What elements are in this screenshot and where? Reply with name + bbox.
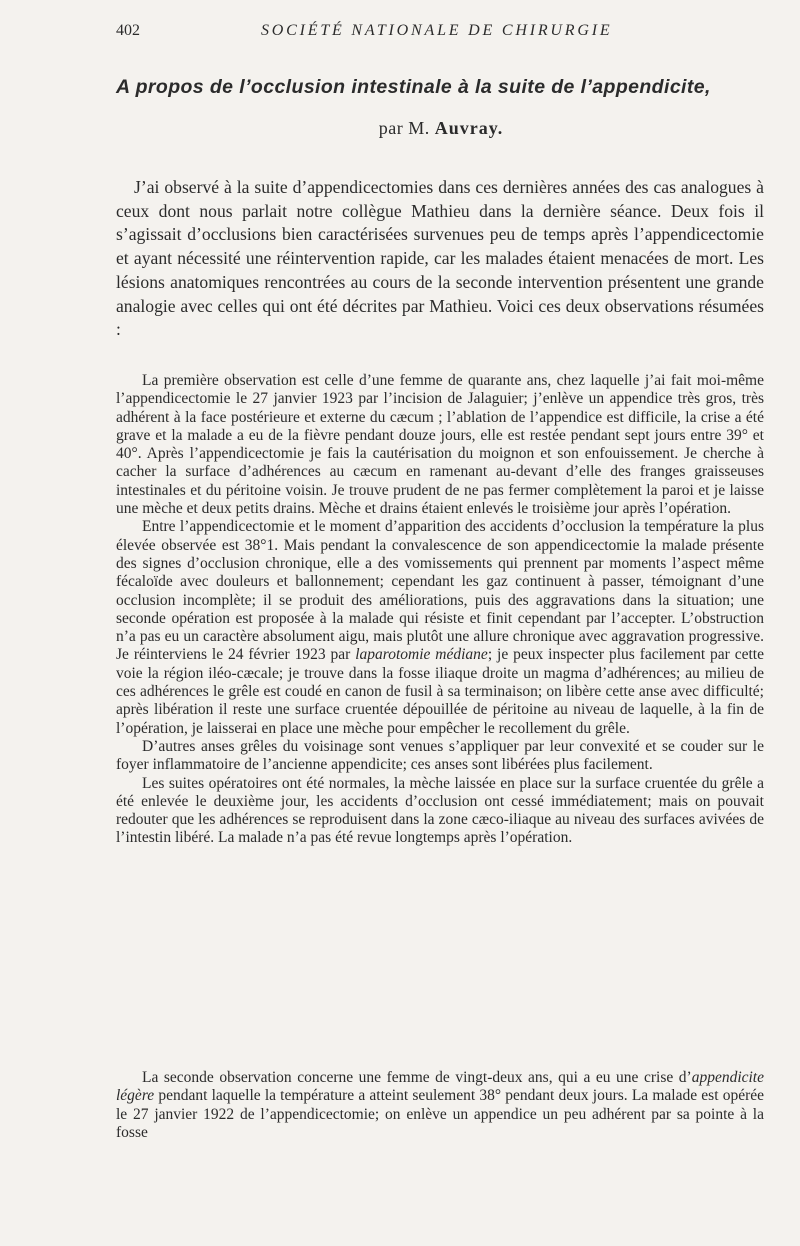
paragraph-text: pendant laquelle la température a atteint seulement 38° pendant deux jours. La malade est opérée le 27 janvier 1922 de l’appendicectomie; on enlève un appendice un peu adhérent par sa pointe à la fosse (116, 1087, 764, 1141)
page-number: 402 (116, 22, 140, 39)
byline-prefix: par M. (378, 118, 430, 138)
observation-paragraph: Les suites opératoires ont été normales, la mèche laissée en place sur la surface cruentée du grêle a été enlevée le deuxième jour, les accidents d’occlusion ont cessé immédiatement; mais on pouvait redouter que les adhérences se reproduisent dans la zone cæco-iliaque au niveau des surfaces avivées de l’intestin libéré. La malade n’a pas été revue longtemps après l’opération. (116, 774, 764, 847)
byline (116, 118, 766, 139)
intro-paragraph: J’ai observé à la suite d’appendicectomies dans ces dernières années des cas analogues à ceux dont nous parlait notre collègue Mathieu dans la dernière séance. Deux fois il s’agissait d’occlusions bien caractérisées survenues peu de temps après l’appendicectomie et ayant nécessité une réintervention rapide, car les malades étaient menacées de mort. Les lésions anatomiques rencontrées au cours de la seconde intervention présentent une grande analogie avec celles qui ont été décrites par Mathieu. Voici ces deux observations résumées : (116, 177, 764, 340)
observation-paragraph (116, 518, 764, 738)
observation-paragraph (116, 1069, 764, 1142)
paragraph-text: La seconde observation concerne une femme de vingt-deux ans, qui a eu une crise d’ (142, 1069, 692, 1086)
author-name: Auvray. (434, 118, 504, 138)
italic-term: appendicite légère (116, 1069, 764, 1105)
first-observation (116, 372, 764, 848)
italic-term: laparotomie médiane (355, 646, 488, 664)
article-title: A propos de l’occlusion intestinale à la suite de l’appendicite, (116, 76, 711, 98)
journal-name: SOCIÉTÉ NATIONALE DE CHIRURGIE (261, 22, 613, 39)
observation-paragraph: La première observation est celle d’une femme de quarante ans, chez laquelle j’ai fait moi-même l’appendicectomie le 27 janvier 1923 par l’incision de Jalaguier; j’enlève un appendice très gros, très adhérent à la face postérieure et externe du cæcum ; l’ablation de l’appendice est difficile, la crise a été grave et la malade a eu de la fièvre pendant douze jours, elle est restée pendant sept jours entre 39° et 40°. Après l’appendicectomie je fais la cautérisation du moignon et son enfouissement. Je cherche à cacher la surface d’adhérences au cæcum en ramenant au-devant d’elle des franges graisseuses intestinales et du péritoine voisin. Je trouve prudent de ne pas fermer complètement la paroi et je laisse une mèche et deux petits drains. Mèche et drains étaient enlevés le troisième jour après l’opération. (116, 372, 764, 518)
paragraph-text: ; je peux inspecter plus facilement par cette voie la région iléo-cæcale; je trouve dans la fosse iliaque droite un magma d’adhérences; au milieu de ces adhérences le grêle est coudé en canon de fusil à sa terminaison; on libère cette anse avec difficulté; après libération il reste une surface cruentée dépouillée de péritoine au niveau de laquelle, à la fin de l’opération, je laisserai en place une mèche pour empêcher le recollement du grêle. (116, 646, 764, 737)
second-observation (116, 1069, 764, 1142)
observation-paragraph: D’autres anses grêles du voisinage sont venues s’appliquer par leur convexité et se couder sur le foyer inflammatoire de l’ancienne appendicite; ces anses sont libérées plus facilement. (116, 737, 764, 774)
running-head (116, 22, 766, 42)
paragraph-text: Entre l’appendicectomie et le moment d’apparition des accidents d’occlusion la température la plus élevée observée est 38°1. Mais pendant la convalescence de son appendicectomie la malade présente des signes d’occlusion chronique, elle a des vomissements qui prennent par moments l’aspect même fécaloïde avec douleurs et ballonnement; cependant les gaz continuent à passer, témoignant d’une occlusion incomplète; il se produit des améliorations, puis des aggravations dans la situation; une seconde opération est proposée à la malade qui résiste et finit cependant par l’accepter. L’obstruction n’a pas eu un caractère absolument aigu, mais plutôt une allure chronique avec aggravation progressive. Je réinterviens le 24 février 1923 par (116, 518, 764, 664)
